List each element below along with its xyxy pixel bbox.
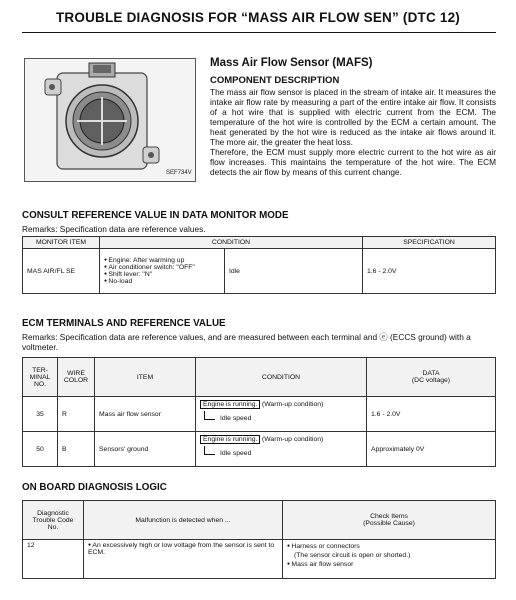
- header-dtc-no: Diagnostic Trouble Code No.: [23, 501, 84, 540]
- description-paragraph-2: Therefore, the ECM must supply more electric current to the hot wire as air flow increases. This maintains the temperature of the hot wire. The ECM detects the air flow by means of this current change.: [210, 147, 496, 177]
- warm-up-condition: (Warm-up condition): [262, 401, 324, 408]
- header-specification: SPECIFICATION: [363, 237, 496, 249]
- warm-up-condition: (Warm-up condition): [262, 436, 324, 443]
- ecm-heading: ECM TERMINALS AND REFERENCE VALUE: [22, 318, 226, 329]
- check-items-cell: [283, 540, 496, 579]
- monitor-item-cell: MAS AIR/FL SE: [23, 249, 100, 294]
- condition-cell: [196, 432, 367, 467]
- data-cell: Approximately 0V: [367, 432, 496, 467]
- item-cell: Mass air flow sensor: [95, 397, 196, 432]
- description-paragraph-1: The mass air flow sensor is placed in the stream of intake air. It measures the intake air flow rate by measuring a part of the entire intake air flow. It consists of a hot wire that is supplied with electric current from the ECM. The temperature of the hot wire is controlled by the ECM a certain amount. The heat generated by the hot wire is reduced as the intake air flows around it. The more air, the greater the heat loss.: [210, 87, 496, 147]
- header-data-label: DATA: [422, 370, 440, 377]
- figure-code: SEF734V: [166, 170, 192, 176]
- condition-branch-line: [204, 411, 215, 420]
- table-row: [23, 432, 496, 467]
- obd-header-row: [23, 501, 496, 540]
- check-item-note: (The sensor circuit is open or shorted.): [294, 552, 411, 559]
- title-rule: [22, 32, 496, 33]
- condition-item: ● Shift lever: "N": [104, 271, 220, 278]
- header-terminal-no: TER-MINAL NO.: [23, 358, 58, 397]
- condition-list-cell: [100, 249, 225, 294]
- condition-item: ● No-load: [104, 278, 220, 285]
- consult-remarks: Remarks: Specification data are reference values.: [22, 224, 206, 234]
- component-description: [210, 87, 496, 177]
- condition-item: ● Engine: After warming up: [104, 257, 220, 264]
- consult-table: [22, 236, 496, 294]
- ecm-header-row: [23, 358, 496, 397]
- terminal-no-cell: 35: [23, 397, 58, 432]
- header-possible-cause: (Possible Cause): [363, 520, 415, 527]
- malfunction-item: ● An excessively high or low voltage from the sensor is sent to ECM.: [88, 542, 278, 556]
- engine-running-box: Engine is running.: [200, 400, 260, 409]
- table-row: [23, 540, 496, 579]
- dtc-code-cell: 12: [23, 540, 84, 579]
- component-heading: Mass Air Flow Sensor (MAFS): [210, 57, 373, 69]
- terminal-no-cell: 50: [23, 432, 58, 467]
- specification-cell: 1.6 - 2.0V: [363, 249, 496, 294]
- idle-speed-label: Idle speed: [220, 415, 252, 422]
- header-malfunction: Malfunction is detected when ...: [84, 501, 283, 540]
- check-item: ● Mass air flow sensor: [287, 560, 491, 569]
- mass-air-flow-sensor-illustration: [25, 59, 195, 181]
- wire-color-cell: B: [58, 432, 95, 467]
- idle-speed-label: Idle speed: [220, 450, 252, 457]
- sensor-photo: [24, 58, 196, 182]
- item-cell: Sensors' ground: [95, 432, 196, 467]
- consult-header-row: [23, 237, 496, 249]
- header-item: ITEM: [95, 358, 196, 397]
- condition-cell: [196, 397, 367, 432]
- header-check-items-label: Check Items: [370, 513, 408, 520]
- header-condition: CONDITION: [100, 237, 363, 249]
- header-check-items: [283, 501, 496, 540]
- data-cell: 1.6 - 2.0V: [367, 397, 496, 432]
- engine-running-box: Engine is running.: [200, 435, 260, 444]
- header-condition: CONDITION: [196, 358, 367, 397]
- condition-item: ● Air conditioner switch: "OFF": [104, 264, 220, 271]
- wire-color-cell: R: [58, 397, 95, 432]
- header-data-unit: (DC voltage): [411, 377, 451, 384]
- check-item: ● Harness or connectors: [287, 542, 491, 551]
- table-row: [23, 249, 496, 294]
- table-row: [23, 397, 496, 432]
- page-title: TROUBLE DIAGNOSIS FOR “MASS AIR FLOW SEN” (DTC 12): [55, 10, 460, 25]
- malfunction-cell: [84, 540, 283, 579]
- header-data: [367, 358, 496, 397]
- consult-heading: CONSULT REFERENCE VALUE IN DATA MONITOR MODE: [22, 210, 289, 221]
- ecm-remarks: Remarks: Specification data are reference values, and are measured between each terminal and ⓔ (ECCS ground) with a voltmeter.: [22, 332, 471, 352]
- header-monitor-item: MONITOR ITEM: [23, 237, 100, 249]
- component-subheading: COMPONENT DESCRIPTION: [210, 75, 340, 86]
- obd-heading: ON BOARD DIAGNOSIS LOGIC: [22, 482, 167, 493]
- ecm-terminals-table: [22, 357, 496, 467]
- header-wire-color: WIRE COLOR: [58, 358, 95, 397]
- state-cell: Idle: [225, 249, 363, 294]
- obd-logic-table: [22, 500, 496, 579]
- condition-branch-line: [204, 446, 215, 455]
